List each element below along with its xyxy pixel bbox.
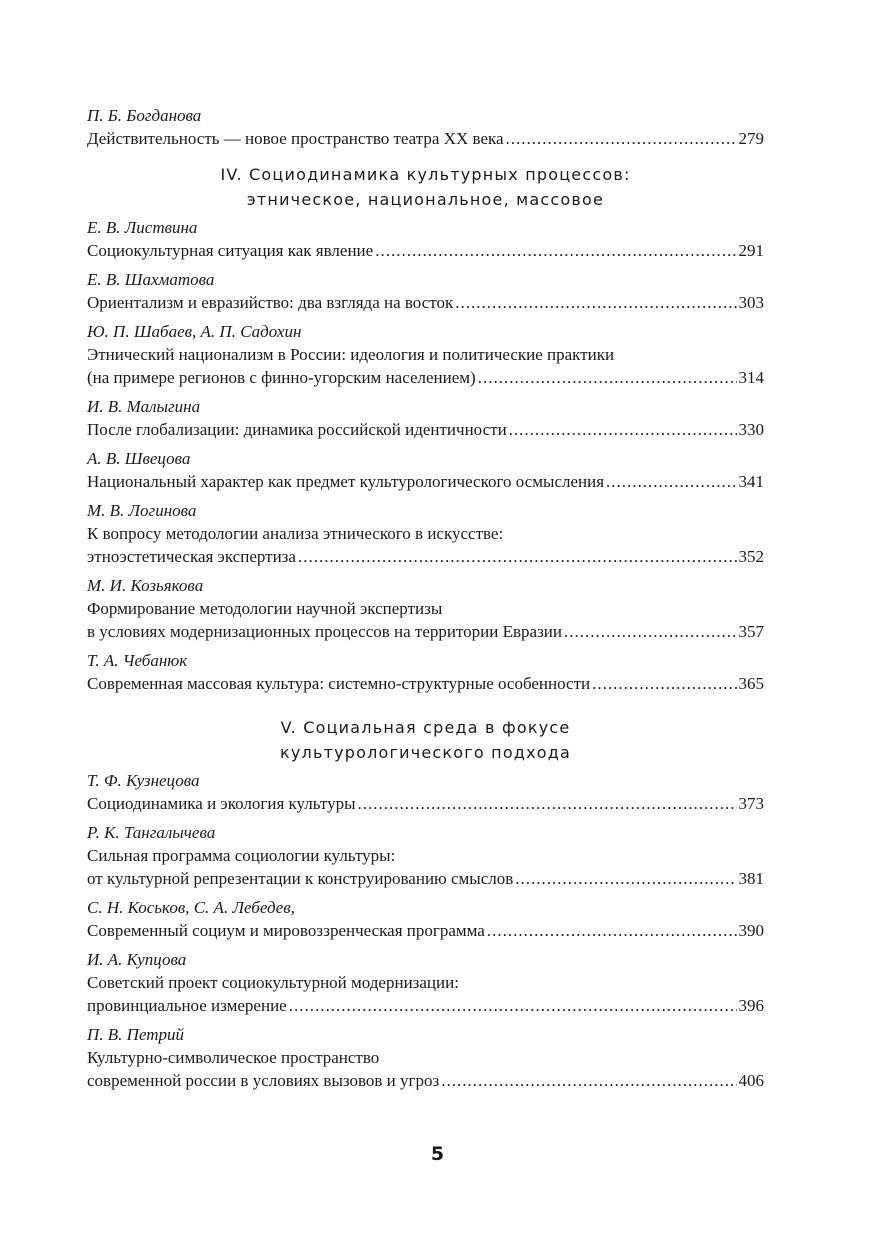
toc-entry-title-text: Действительность — новое пространство театра XX века: [87, 129, 504, 148]
toc-entry-author: М. В. Логинова: [87, 501, 197, 520]
toc-entry-title-line: Культурно-символическое пространство: [87, 1048, 380, 1067]
toc-entry-page: 279: [738, 129, 764, 148]
dot-leader: [455, 291, 736, 314]
toc-entry: [87, 896, 764, 942]
dot-leader: [564, 620, 737, 643]
toc-entry-title-line: Советский проект социокультурной модернизации:: [87, 973, 459, 992]
section-heading-iv: [87, 162, 764, 212]
dot-leader: [375, 239, 736, 262]
toc-entry-title-text: в условиях модернизационных процессов на территории Евразии: [87, 622, 562, 641]
toc-entry-author: И. В. Малыгина: [87, 397, 201, 416]
dot-leader: [592, 672, 736, 695]
dot-leader: [509, 418, 737, 441]
toc-entry: [87, 769, 764, 815]
toc-entry: [87, 104, 764, 150]
toc-entry-title-line: [87, 418, 764, 441]
toc-entry-title-text: современной россии в условиях вызовов и угроз: [87, 1071, 440, 1090]
toc-entry-page: 330: [738, 420, 764, 439]
toc-entry: [87, 499, 764, 568]
toc-entry: [87, 574, 764, 643]
dot-leader: [298, 545, 737, 568]
toc-entry: [87, 1023, 764, 1092]
toc-entry: [87, 948, 764, 1017]
toc-entry-title-text: После глобализации: динамика российской идентичности: [87, 420, 507, 439]
toc-entry: [87, 395, 764, 441]
section-heading-line: культурологического подхода: [279, 743, 571, 762]
dot-leader: [506, 127, 737, 150]
toc-entry: [87, 320, 764, 389]
toc-entry-title-line: [87, 867, 764, 890]
toc-entry-title-text: этноэстетическая экспертиза: [87, 547, 296, 566]
dot-leader: [478, 366, 737, 389]
section-heading-line: IV. Социодинамика культурных процессов:: [220, 165, 631, 184]
toc-entry-author: Ю. П. Шабаев, А. П. Садохин: [87, 322, 302, 341]
toc-entry-page: 373: [738, 794, 764, 813]
toc-entry-title-text: Социодинамика и экология культуры: [87, 794, 356, 813]
toc-entry-title-line: [87, 366, 764, 389]
table-of-contents: [87, 104, 764, 1098]
toc-entry-title-text: (на примере регионов с финно-угорским населением): [87, 368, 476, 387]
toc-entry-title-text: провинциальное измерение: [87, 996, 287, 1015]
toc-entry-page: 390: [738, 921, 764, 940]
toc-entry-page: 381: [738, 869, 764, 888]
toc-entry-title-line: [87, 1069, 764, 1092]
toc-entry-title-text: Социокультурная ситуация как явление: [87, 241, 374, 260]
toc-entry-author: А. В. Швецова: [87, 449, 191, 468]
dot-leader: [289, 994, 737, 1017]
toc-entry-title-line: [87, 672, 764, 695]
toc-group-section-iv: [87, 216, 764, 695]
toc-entry-title-text: Современная массовая культура: системно-структурные особенности: [87, 674, 591, 693]
page-number: 5: [430, 1143, 445, 1165]
toc-entry-title-line: Формирование методологии научной экспертизы: [87, 599, 443, 618]
toc-entry-author: Р. К. Тангалычева: [87, 823, 216, 842]
toc-entry-author: И. А. Купцова: [87, 950, 187, 969]
toc-entry-page: 365: [738, 674, 764, 693]
toc-entry: [87, 821, 764, 890]
section-heading-line: V. Социальная среда в фокусе: [280, 718, 571, 737]
toc-entry-author: Т. Ф. Кузнецова: [87, 771, 200, 790]
toc-entry-page: 314: [738, 368, 764, 387]
toc-group-section-v: [87, 769, 764, 1092]
toc-entry-title-line: Этнический национализм в России: идеология и политические практики: [87, 345, 615, 364]
toc-entry-author: П. Б. Богданова: [87, 106, 202, 125]
dot-leader: [358, 792, 737, 815]
toc-entry: [87, 268, 764, 314]
toc-entry-title-line: [87, 470, 764, 493]
toc-entry-title-text: от культурной репрезентации к конструированию смыслов: [87, 869, 514, 888]
toc-entry-author: С. Н. Коськов, С. А. Лебедев,: [87, 898, 295, 917]
toc-entry-title-line: К вопросу методологии анализа этнического в искусстве:: [87, 524, 504, 543]
dot-leader: [606, 470, 736, 493]
toc-entry-title-line: [87, 620, 764, 643]
section-heading-line: этническое, национальное, массовое: [246, 190, 605, 209]
toc-entry: [87, 216, 764, 262]
toc-entry-title-line: [87, 291, 764, 314]
toc-entry-page: 341: [738, 472, 764, 491]
toc-entry-title-line: [87, 545, 764, 568]
toc-entry-title-line: Сильная программа социологии культуры:: [87, 846, 396, 865]
toc-entry-author: Е. В. Листвина: [87, 218, 198, 237]
toc-entry-page: 357: [738, 622, 764, 641]
toc-entry-author: Т. А. Чебанюк: [87, 651, 188, 670]
toc-entry-title-text: Ориентализм и евразийство: два взгляда на восток: [87, 293, 454, 312]
toc-entry-title-line: [87, 127, 764, 150]
toc-entry-author: Е. В. Шахматова: [87, 270, 215, 289]
toc-entry-page: 352: [738, 547, 764, 566]
toc-entry: [87, 649, 764, 695]
toc-entry-page: 303: [738, 293, 764, 312]
toc-entry: [87, 447, 764, 493]
toc-entry-title-text: Национальный характер как предмет культурологического осмысления: [87, 472, 605, 491]
toc-entry-page: 406: [738, 1071, 764, 1090]
toc-entry-title-line: [87, 919, 764, 942]
toc-entry-author: П. В. Петрий: [87, 1025, 185, 1044]
dot-leader: [515, 867, 736, 890]
toc-group-top: [87, 104, 764, 150]
dot-leader: [441, 1069, 736, 1092]
toc-entry-title-line: [87, 994, 764, 1017]
toc-entry-page: 396: [738, 996, 764, 1015]
section-heading-v: [87, 715, 764, 765]
dot-leader: [487, 919, 737, 942]
toc-entry-author: М. И. Козьякова: [87, 576, 204, 595]
toc-entry-page: 291: [738, 241, 764, 260]
toc-entry-title-text: Современный социум и мировоззренческая программа: [87, 921, 485, 940]
toc-entry-title-line: [87, 792, 764, 815]
toc-entry-title-line: [87, 239, 764, 262]
